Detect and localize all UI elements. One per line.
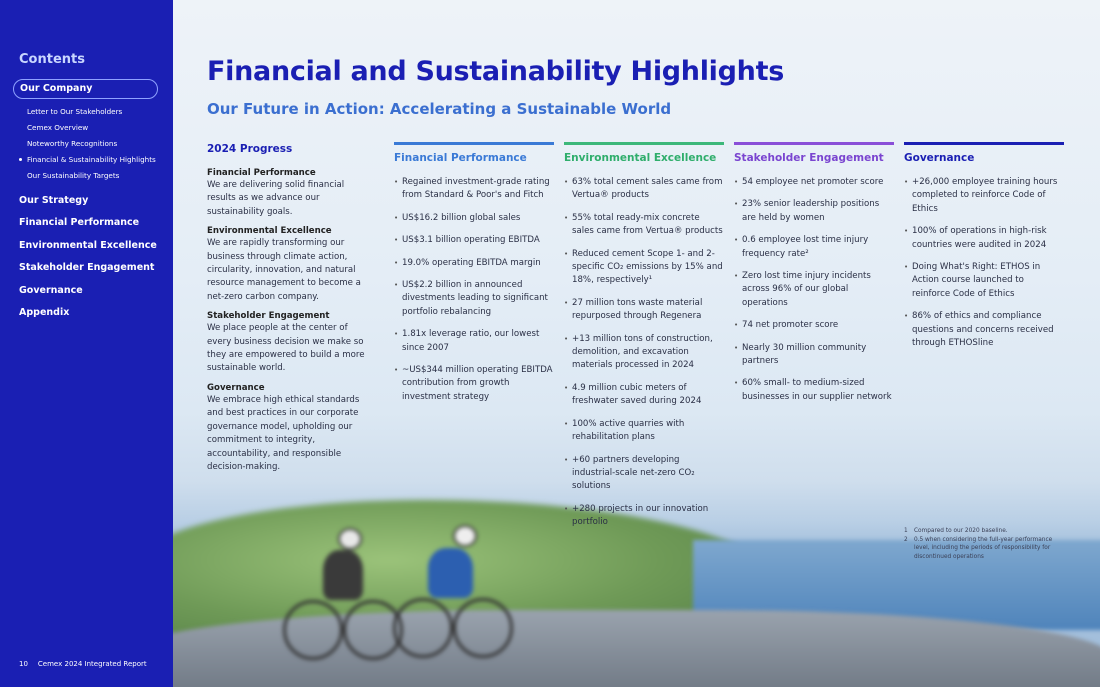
list-item: • +280 projects in our innovation portfolio bbox=[564, 503, 724, 530]
column-title: Financial Performance bbox=[394, 152, 527, 164]
progress-text-governance: We embrace high ethical standards and best practices in our corporate governance model, upholding our commitment to integrity, accountability, and responsible decision-making. bbox=[207, 394, 360, 472]
nav-our-company[interactable]: Our Company bbox=[13, 79, 158, 99]
list-item: • 100% active quarries with rehabilitation plans bbox=[564, 418, 724, 445]
nav-governance[interactable]: Governance bbox=[19, 284, 83, 296]
contents-title: Contents bbox=[19, 52, 85, 67]
list-item: • Doing What's Right: ETHOS in Action course launched to reinforce Code of Ethics bbox=[904, 261, 1064, 301]
list-item: • 4.9 million cubic meters of freshwater saved during 2024 bbox=[564, 382, 724, 409]
column-accent-bar bbox=[564, 142, 724, 145]
list-item: • +13 million tons of construction, demolition, and excavation materials processed in 2024 bbox=[564, 333, 724, 373]
list-item: • US$16.2 billion global sales bbox=[394, 212, 554, 225]
list-item: • Nearly 30 million community partners bbox=[734, 342, 894, 369]
progress-text-stakeholder: We place people at the center of every business decision we make so they are empowered to build a more sustainable world. bbox=[207, 323, 365, 374]
list-item: • +26,000 employee training hours completed to reinforce Code of Ethics bbox=[904, 176, 1064, 216]
list-item: • Reduced cement Scope 1- and 2-specific CO₂ emissions by 15% and 18%, respectively¹ bbox=[564, 248, 724, 288]
nav-financial-performance[interactable]: Financial Performance bbox=[19, 217, 140, 229]
nav-our-strategy[interactable]: Our Strategy bbox=[19, 195, 89, 206]
subnav bbox=[27, 106, 156, 186]
stakeholder-engagement-column bbox=[734, 142, 894, 413]
environmental-excellence-column bbox=[564, 142, 724, 539]
progress-title: 2024 Progress bbox=[207, 143, 293, 155]
progress-section bbox=[207, 143, 367, 481]
list-item: • 0.6 employee lost time injury frequency rate² bbox=[734, 234, 894, 261]
list-item: • 19.0% operating EBITDA margin bbox=[394, 257, 554, 270]
list-item: • 55% total ready-mix concrete sales came from Vertua® products bbox=[564, 212, 724, 239]
cyclist-left bbox=[283, 520, 403, 670]
footnote-text: 0.5 when considering the full-year performance level, including the periods of responsibility for discontinued operations bbox=[914, 536, 1053, 560]
footnote-2 bbox=[904, 536, 1064, 562]
list-item: • 100% of operations in high-risk countries were audited in 2024 bbox=[904, 225, 1064, 252]
footnote-1 bbox=[904, 527, 1064, 536]
subnav-item-recognitions[interactable]: Noteworthy Recognitions bbox=[27, 139, 118, 148]
footnote-number: 1 bbox=[904, 528, 908, 534]
footnote-number: 2 bbox=[904, 536, 908, 543]
sidebar bbox=[0, 0, 173, 687]
list-item: • +60 partners developing industrial-scale net-zero CO₂ solutions bbox=[564, 454, 724, 494]
list-item: • 74 net promoter score bbox=[734, 319, 894, 332]
subnav-item-letter[interactable]: Letter to Our Stakeholders bbox=[27, 107, 123, 116]
column-accent-bar bbox=[394, 142, 554, 145]
progress-heading-stakeholder: Stakeholder Engagement bbox=[207, 311, 330, 322]
governance-column bbox=[904, 142, 1064, 359]
list-item: • 23% senior leadership positions are held by women bbox=[734, 198, 894, 225]
list-item: • ~US$344 million operating EBITDA contribution from growth investment strategy bbox=[394, 364, 554, 404]
page-title: Financial and Sustainability Highlights bbox=[207, 56, 784, 87]
financial-performance-column bbox=[394, 142, 554, 413]
footnote-text: Compared to our 2020 baseline. bbox=[914, 528, 1008, 534]
progress-heading-financial: Financial Performance bbox=[207, 168, 316, 178]
page-number: 10 bbox=[19, 660, 28, 668]
column-accent-bar bbox=[734, 142, 894, 145]
list-item: • 63% total cement sales came from Vertua® products bbox=[564, 176, 724, 203]
nav-environmental-excellence[interactable]: Environmental Excellence bbox=[19, 239, 157, 251]
column-accent-bar bbox=[904, 142, 1064, 145]
progress-text-environmental: We are rapidly transforming our business through climate action, circularity, innovation, and natural resource management to become a net-zero carbon company. bbox=[207, 238, 361, 302]
list-item: • Regained investment-grade rating from Standard & Poor's and Fitch bbox=[394, 176, 554, 203]
column-title: Governance bbox=[904, 152, 975, 164]
nav-stakeholder-engagement[interactable]: Stakeholder Engagement bbox=[19, 262, 155, 274]
page-subtitle: Our Future in Action: Accelerating a Sustainable World bbox=[207, 100, 672, 118]
list-item: • 1.81x leverage ratio, our lowest since 2007 bbox=[394, 328, 554, 355]
list-item: • 60% small- to medium-sized businesses in our supplier network bbox=[734, 377, 894, 404]
column-title: Environmental Excellence bbox=[564, 152, 717, 164]
list-item: • Zero lost time injury incidents across 96% of our global operations bbox=[734, 270, 894, 310]
progress-text-financial: We are delivering solid financial results as we advance our sustainability goals. bbox=[207, 180, 345, 217]
report-name: Cemex 2024 Integrated Report bbox=[37, 660, 147, 668]
footnotes bbox=[904, 527, 1064, 561]
progress-heading-environmental: Environmental Excellence bbox=[207, 226, 332, 237]
list-item: • US$3.1 billion operating EBITDA bbox=[394, 234, 554, 247]
main-nav bbox=[19, 195, 157, 329]
nav-appendix[interactable]: Appendix bbox=[19, 306, 70, 318]
list-item: • 54 employee net promoter score bbox=[734, 176, 894, 189]
cyclist-right bbox=[393, 520, 513, 670]
column-title: Stakeholder Engagement bbox=[734, 152, 884, 164]
subnav-item-highlights[interactable]: Financial & Sustainability Highlights bbox=[27, 154, 156, 170]
list-item: • 27 million tons waste material repurposed through Regenera bbox=[564, 297, 724, 324]
subnav-item-targets[interactable]: Our Sustainability Targets bbox=[27, 171, 120, 180]
subnav-item-overview[interactable]: Cemex Overview bbox=[27, 123, 89, 132]
page-footer bbox=[19, 660, 157, 668]
list-item: • 86% of ethics and compliance questions and concerns received through ETHOSline bbox=[904, 310, 1064, 350]
progress-heading-governance: Governance bbox=[207, 382, 265, 393]
list-item: • US$2.2 billion in announced divestments leading to significant portfolio rebalancing bbox=[394, 279, 554, 319]
